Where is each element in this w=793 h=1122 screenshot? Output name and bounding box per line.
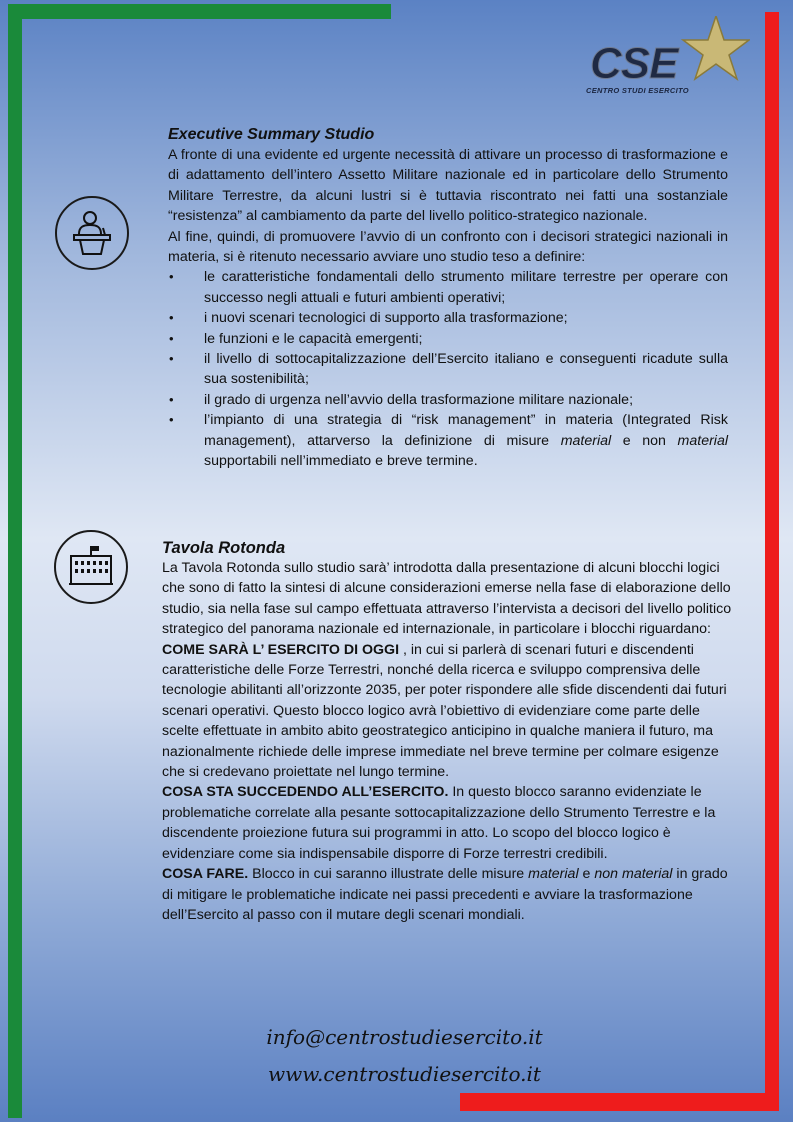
- executive-summary-title: Executive Summary Studio: [168, 126, 375, 143]
- logo-letters: CSE: [590, 39, 678, 88]
- bullet-emphasis: material: [560, 432, 612, 449]
- bullet-text: l’impianto di una strategia di “risk management” in materia (Integrated Risk management), attarverso la definizione di misure: [204, 412, 728, 449]
- block-3-text: Blocco in cui saranno illustrate delle misure: [248, 866, 529, 883]
- executive-paragraph-2: Al fine, quindi, di promuovere l’avvio di un confronto con i decisori strategici nazionali in materia, si è ritenuto necessario avviare uno studio teso a definire:: [168, 228, 728, 266]
- block-1-text: , in cui si parlerà di scenari futuri e discendenti caratteristiche delle Forze Terrestri, nonché della ricerca e sviluppo comprensiva delle tecnologie abilitanti all’orizzonte 2035, per poter rispondere alle sfide discendenti dai futuri scenari operativi. Questo blocco logico avrà l’obiettivo di evidenziare come parte delle scelte effettuate in ambito abito geostrategico anticipino in qualche maniera il futuro, ma nazionalmente richiede delle imprese immediate nel breve termine per colmare esigenze che si credevano proiettate nel lungo termine.: [162, 641, 727, 781]
- bullet-item: • il livello di sottocapitalizzazione dell’Esercito italiano e conseguenti ricadute sulla sua sostenibilità;: [168, 349, 728, 390]
- building-icon: [54, 530, 128, 604]
- executive-paragraph-1: A fronte di una evidente ed urgente necessità di attivare un processo di trasformazione e di adattamento dell’intero Assetto Militare nazionale ed in particolare dello Strumento Militare Terrestre, da alcuni lustri si è tuttavia riscontrato nei fatti una sostanziale “resistenza” al cambiamento da parte del livello politico-strategico nazionale.: [168, 147, 728, 225]
- bullet-item: • le caratteristiche fondamentali dello strumento militare terrestre per operare con successo negli attuali e futuri ambienti operativi;: [168, 267, 728, 308]
- block-2: [162, 782, 740, 864]
- bullet-item: • le funzioni e le capacità emergenti;: [168, 329, 728, 349]
- block-2-text: In questo blocco saranno evidenziate le problematiche correlate alla pesante sottocapitalizzazione dello Strumento Terrestre e la discendente proiezione futura sui programmi in atto. Lo scopo del blocco logico è evidenziare come sia indispensabile disporre di Forze terrestri credibili.: [162, 784, 716, 862]
- executive-bullet-list: [168, 267, 728, 471]
- block-1: [162, 640, 740, 783]
- bullet-item: • i nuovi scenari tecnologici di supporto alla trasformazione;: [168, 308, 728, 328]
- green-frame-left: [8, 4, 22, 1118]
- block-1-title: COME SARÀ L’ ESERCITO DI OGGI: [162, 641, 400, 658]
- tavola-rotonda-title: Tavola Rotonda: [162, 539, 286, 557]
- block-3-emphasis: material: [528, 866, 579, 883]
- bullet-emphasis: material: [677, 432, 729, 449]
- logo-star-icon: [683, 16, 749, 79]
- footer-email-link[interactable]: info@centrostudiesercito.it: [266, 1025, 543, 1049]
- red-frame-right: [765, 12, 779, 1111]
- block-3-title: COSA FARE.: [162, 866, 249, 883]
- executive-summary-section: [168, 125, 728, 472]
- bullet-text: e non: [611, 432, 678, 449]
- block-3-text: e: [578, 866, 595, 883]
- block-3-text: in grado di mitigare le problematiche indicate nei passi precedenti e avviare la trasformazione dell’Esercito al passo con il mutare degli scenari mondiali.: [162, 866, 728, 923]
- logo-tagline: CENTRO STUDI ESERCITO: [586, 86, 689, 95]
- speaker-podium-icon: [55, 196, 129, 270]
- block-2-title: COSA STA SUCCEDENDO ALL’ESERCITO.: [162, 784, 449, 801]
- block-3-emphasis: non material: [594, 866, 673, 883]
- green-frame-top: [8, 4, 391, 19]
- bullet-item: • il grado di urgenza nell’avvio della trasformazione militare nazionale;: [168, 390, 728, 410]
- tavola-intro: La Tavola Rotonda sullo studio sarà’ introdotta dalla presentazione di alcuni blocchi logici che sono di fatto la sintesi di alcune considerazioni emerse nella fase di elaborazione dello studio, sia nella fase sul campo effettuata attraverso l’intervista a decisori del livello politico strategico del panorama nazionale ed internazionale, in particolare i blocchi riguardano:: [162, 560, 732, 638]
- block-3: [162, 864, 740, 925]
- red-frame-bottom: [460, 1093, 779, 1111]
- bullet-item-risk-management: [168, 410, 728, 471]
- bullet-text: supportabili nell’immediato e breve termine.: [204, 453, 478, 470]
- tavola-rotonda-section: [162, 538, 740, 925]
- footer-website-link[interactable]: www.centrostudiesercito.it: [268, 1062, 541, 1086]
